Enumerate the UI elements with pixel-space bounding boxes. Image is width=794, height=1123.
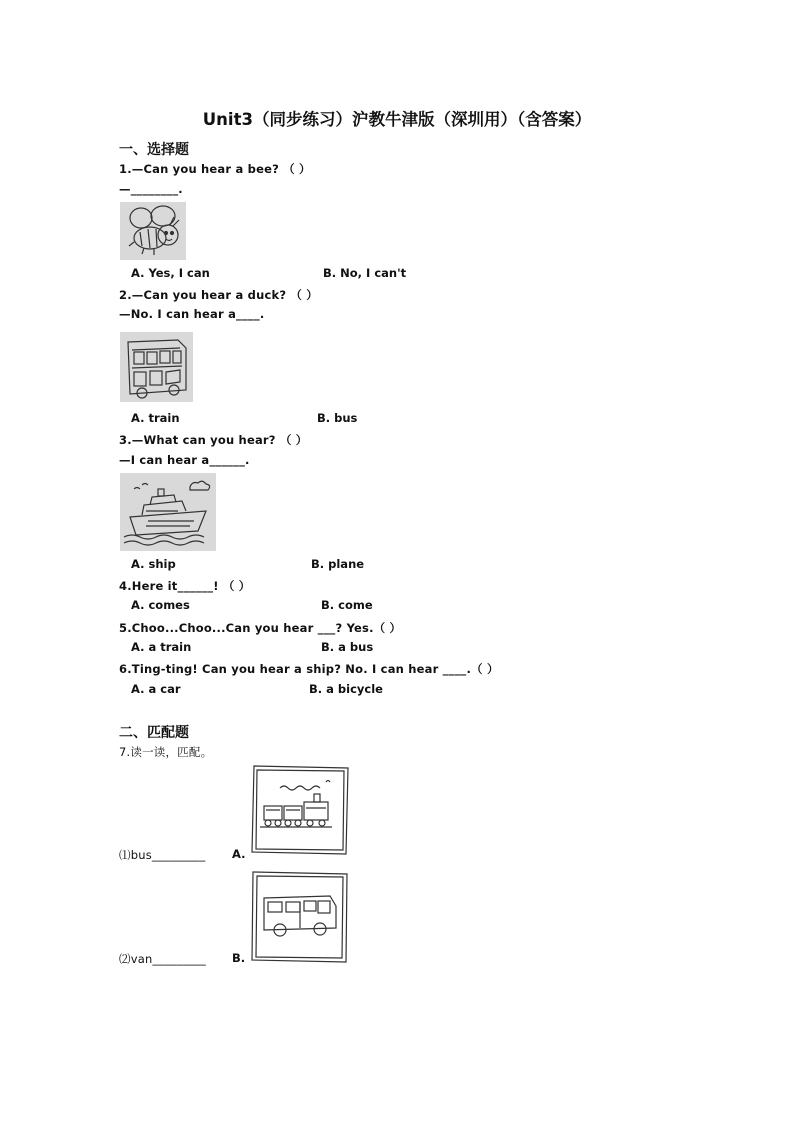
match-label-a: A. — [232, 847, 246, 861]
question-6-stem: 6.Ting-ting! Can you hear a ship? No. I can hear ____.（ ） — [119, 662, 499, 676]
question-6-option-b: B. a bicycle — [309, 682, 383, 696]
page-title: Unit3（同步练习）沪教牛津版（深圳用）（含答案） — [202, 110, 592, 129]
question-4-option-a: A. comes — [131, 598, 190, 612]
bus-picture — [120, 332, 193, 402]
question-5-option-b: B. a bus — [321, 640, 374, 654]
question-1-option-a: A. Yes, I can — [131, 266, 210, 280]
match-bus-picture — [250, 870, 350, 964]
section-heading-matching: 二、匹配题 — [119, 725, 189, 741]
match-item-1: ⑴bus_________ — [119, 848, 206, 862]
question-3-option-b: B. plane — [311, 557, 365, 571]
question-3-option-a: A. ship — [131, 557, 176, 571]
question-4-stem: 4.Here it______! （ ） — [119, 579, 251, 593]
question-1-stem: 1.—Can you hear a bee? （ ） — [119, 162, 311, 176]
question-1-option-b: B. No, I can't — [323, 266, 407, 280]
question-5-option-a: A. a train — [131, 640, 192, 654]
question-5-stem: 5.Choo...Choo...Can you hear ___? Yes.（ ） — [119, 621, 402, 635]
question-1-answer-line: —________. — [119, 182, 183, 196]
section-heading-choice: 一、选择题 — [119, 142, 189, 158]
question-6-option-a: A. a car — [131, 682, 181, 696]
question-3-stem: 3.—What can you hear? （ ） — [119, 433, 308, 447]
train-picture — [250, 764, 350, 856]
question-2-answer-line: —No. I can hear a____. — [119, 307, 265, 321]
question-2-option-b: B. bus — [317, 411, 358, 425]
question-4-option-b: B. come — [321, 598, 373, 612]
match-item-2: ⑵van_________ — [119, 952, 206, 966]
question-2-option-a: A. train — [131, 411, 180, 425]
bee-picture — [120, 202, 186, 260]
ship-picture — [120, 473, 216, 551]
question-2-stem: 2.—Can you hear a duck? （ ） — [119, 288, 318, 302]
match-label-b: B. — [232, 951, 246, 965]
question-3-answer-line: —I can hear a______. — [119, 453, 250, 467]
question-7-stem: 7.读一读，匹配。 — [119, 745, 213, 759]
